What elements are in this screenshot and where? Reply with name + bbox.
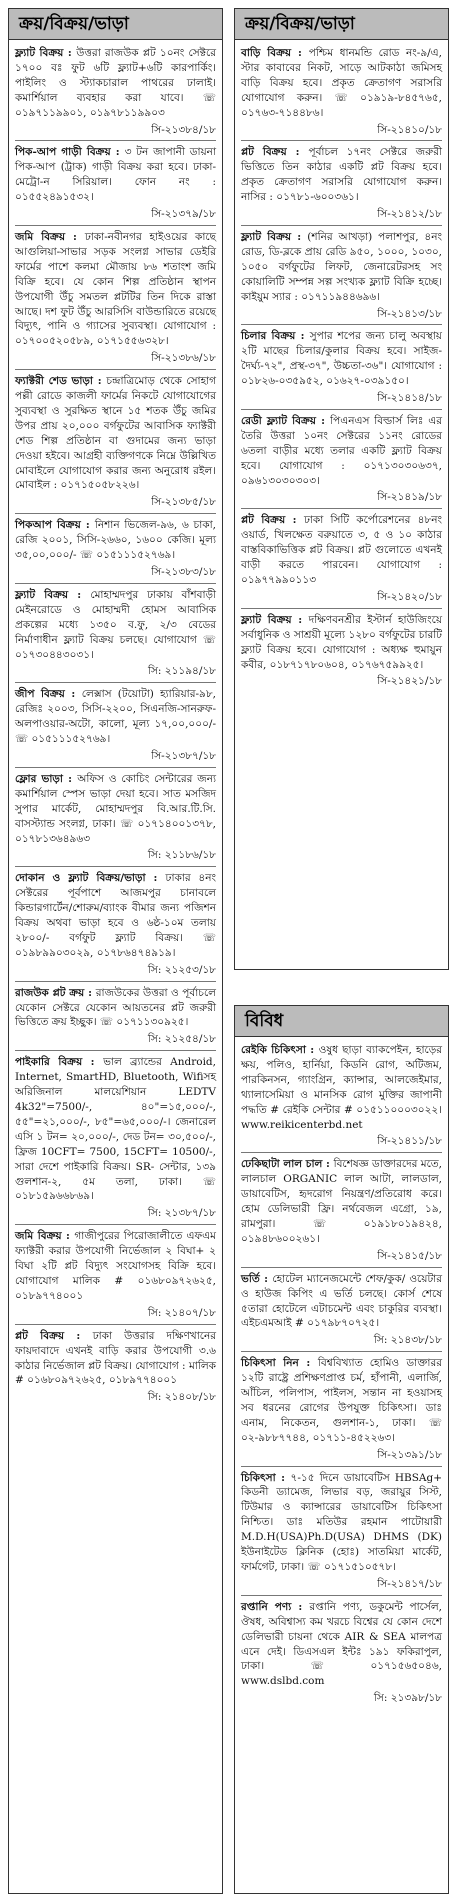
ad-body: গাজীপুরের পিরোজালীতে এফএম ফ্যাক্টরী করার উপযোগী নির্ভেজাল ২ বিঘা+ ২ বিঘা ২টি প্লট বিদ্যুৎ সংযোগসহ বিক্রি হবে। যোগাযোগ মালিক # ০১৬৮০৯৭২৬২৫, ০১৮৯৭৭৪০০১ — [15, 1230, 216, 1302]
ad-text — [15, 1229, 216, 1304]
ad-text — [15, 1055, 216, 1204]
ad-body: হোটেল ম্যানেজমেন্টে শেফ/কুক/ ওয়েটার ও হাউজ কিপিং এ ভর্তি চলছে। কোর্স শেষে ৫তারা হোটেলে এটাচমেন্ট এবং চাকুরির ব্যবস্থা। এইচএমআই # ০১৭৯৮৭০৭২৫। — [241, 1272, 442, 1330]
column-heading: বিবিধ — [235, 1006, 448, 1037]
classified-ad — [241, 1153, 442, 1267]
ad-reference-code: সি-২১৪২০/১৮ — [241, 588, 442, 609]
ad-body: পূর্বাচল ১৭নং সেক্টরে জরুরী ভিত্তিতে তিন কাঠার একটি প্লট বিক্রয় হবে। প্রকৃত ক্রেতাগণ সরাসরি যোগাযোগ করুন। নাসির : ০১৭৮১-৬০০৩৬১। — [241, 146, 443, 204]
ad-text — [15, 772, 216, 847]
ad-body: মোহাম্মদপুর ঢাকায় বাঁশবাড়ী মেইনরোডে ও মোহাম্মদী হোমস আবাসিক প্রকল্পের মধ্যে ১৩৫০ ব.ফু, ২/৩ বেডের নির্মাণাধীন ফ্ল্যাট বিক্রয় চলছে। যোগাযোগ ☏ ০১৭৩০৪৪৩০৩১। — [15, 588, 216, 661]
ad-title: ফ্ল্যাট বিক্রয় : — [241, 613, 303, 626]
column-miscellaneous — [234, 1005, 449, 1894]
ad-reference-code: সি-২১৩৮৩/১৮ — [15, 563, 216, 584]
ad-body: পশ্চিম ধানমন্ডি রোড নং-৯/এ, স্টার কাবাবের নিকট, সাড়ে আটকাঠা জমিসহ বাড়ি বিক্রয় হবে। প্রকৃত ক্রেতাগণ সরাসরি যোগাযোগ করুন। ☏ ০১৯১৯-৮৪৫৭৬৫, ০১৭৬৩-৭১৪৪৮৬। — [241, 47, 442, 119]
ad-title: প্লট বিক্রয় : — [241, 146, 300, 159]
ad-body: ৭-১৫ দিনে ডায়াবেটিস HBSAg+ কিডনী ড্যামেজ, লিভার বড়, জরায়ুর সিস্ট, টিউমার ও ক্যান্সারের ডায়াবেটিস চিকিৎসা নিশ্চিত। ডাঃ মতিউর রহমান পাটোয়ারী M.D.H(USA)Ph.D(USA) DHMS (DK) ইউনাইটেড ক্লিনিক (হোঃ) সাতমিয়া মার্কেট, ফার্মগেট, ঢাকা। ☏ ০১৭১৫১০৫৭৮। — [241, 1471, 442, 1573]
ad-reference-code: সি-২১৪১১/১৮ — [241, 1132, 442, 1153]
ad-list — [235, 1037, 448, 1709]
ad-body: ওষুধ ছাড়া ব্যাকপেইন, হাড়ের ক্ষয়, পলিও, হার্নিয়া, কিডনি রোগ, অটিজম, পারকিনসন, গ্যাংগ্রিন, ক্যান্সার, আলজেইমার, থ্যালাসেমিয়া ও মানসিক রোগ মুক্তির জাপানী পদ্ধতি # রেইকি সেন্টার # ০১৫১১০০০৩০২২। www.reikicenterbd.net — [241, 1044, 443, 1131]
ad-body: ঢাকা সিটি কর্পোরেশনের ৪৮নং ওয়ার্ড, খিলক্ষেত বরুয়াতে ৩, ৫ ও ১০ কাঠার বাস্তবিকাভিত্তিক প্লট বিক্রয়। প্লট গুলোতে এখনই বাড়ী করতে পারবেন। যোগাযোগ : ০১৯৭৭৯৯০১১৩ — [241, 514, 442, 586]
ad-title: চিকিৎসা : — [241, 1471, 285, 1484]
ad-reference-code: সি-২১৪১৩/১৮ — [241, 305, 442, 326]
ad-list — [235, 40, 448, 692]
ad-body: নিশান ভিজেল-৯৬, ৬ চাকা, রেজি ২০০১, সিসি-২৬৬০, ১৬০০ কেজি। মূল্য ৩৫,০০,০০০/- ☏ ০১৫১১১৫২৭৬৯। — [15, 519, 216, 562]
classified-ad — [15, 226, 216, 370]
ad-body: বিশ্ববিখ্যাত হোমিও ডাক্তারর ১২টি রাষ্ট্রে প্রশিক্ষণপ্রাপ্ত চর্ম, হাঁপানী, এলার্জি, আঁচিল, পলিপাস, পাইলস, সন্তান না হওয়াসহ সব ধরনের রোগের উপযুক্ত চিকিৎসা। ডাঃ এনাম, নিকেতন, গুলশান-১, ঢাকা। ☏ ০২-৯৮৮৭৭৪৪, ০১৭১১-৪৫২২৬৩। — [241, 1357, 442, 1444]
ad-text — [15, 588, 216, 663]
ad-list — [9, 40, 222, 1408]
ad-text — [241, 1600, 442, 1689]
ad-title: রপ্তানি পণ্য : — [241, 1600, 303, 1613]
ad-title: চিকিৎসা নিন : — [241, 1357, 311, 1370]
ad-title: জমি বিক্রয় : — [15, 1230, 70, 1243]
classified-ad — [15, 370, 216, 514]
classified-ad — [241, 1039, 442, 1153]
classified-ad — [241, 1596, 442, 1709]
ad-body: লেক্সাস (টয়োটা) হ্যারিয়ার-৯৮, রেজিঃ ২০০৩, সিসি-২২০০, সিএনজি-সানরুফ-অলপাওয়ার-অটো, কালো, মূল্য ১৭,০০,০০০/- ☏ ০১৫১১১৫২৭৬৯। — [15, 688, 216, 746]
column-heading: ক্রয়/বিক্রয়/ভাড়া — [9, 9, 222, 40]
ad-title: ঢেকিছাটা লাল চাল : — [241, 1158, 330, 1171]
classified-ad — [15, 141, 216, 226]
ad-reference-code: সি-২১৪১৯/১৮ — [241, 488, 442, 509]
ad-title: ফ্লোর ভাড়া : — [15, 772, 73, 785]
ad-text — [241, 145, 442, 205]
ad-reference-code: সি-২১৪১৫/১৮ — [241, 1247, 442, 1268]
column-buy-sell-rent-right — [234, 8, 449, 970]
ad-title: ফ্যাক্টরী শেড ভাড়া : — [15, 375, 102, 388]
ad-title: চিলার বিক্রয় : — [241, 330, 305, 343]
classified-ad — [241, 410, 442, 509]
ad-text — [241, 1272, 442, 1332]
classified-ad — [241, 1268, 442, 1353]
ad-reference-code: সি-২১৪১২/১৮ — [241, 205, 442, 226]
ad-title: বাড়ি বিক্রয় : — [241, 47, 302, 59]
classified-ad — [241, 1352, 442, 1466]
ad-text — [15, 871, 216, 960]
ad-body: সুপার শপের জন্য চালু অবস্থায় ২টি মাছের চিলার/কুলার বিক্রয় হবে। সাইজ-দৈর্ঘ্য-৭২", প্রস্থ-৩৭", উচ্চতা-৩৬"। যোগাযোগ : ০১৮২৬-০৩৫৯৫২, ০১৬২৭-০৩৯১৫০। — [241, 330, 442, 388]
ad-text — [15, 986, 216, 1031]
classified-ad — [15, 867, 216, 981]
classified-ad — [15, 768, 216, 867]
ad-reference-code: সি: ২১৩৮৭/১৮ — [15, 1204, 216, 1225]
ad-reference-code: সি-২১৩৮৭/১৮ — [15, 747, 216, 768]
ad-text — [241, 414, 442, 489]
ad-title: পিকআপ বিক্রয় : — [15, 519, 90, 532]
ad-body: বিশেষজ্ঞ ডাক্তারদের মতে, লালচাল ORGANIC লাল আটা, লালডাল, ডায়াবেটিস, হৃদরোগ নিয়ন্ত্রণ/প্রতিরোধ করে। হোম ডেলিভারী ফ্রি। নর্থবেজল এগ্রো, ১৯, রামপুরা। ☏ ০১৯১৮০১৯৪২৪, ০১৯৪৮৬০০২৬১। — [241, 1158, 442, 1245]
ad-title: রাজউক প্লট ক্রয় : — [15, 986, 92, 999]
ad-text — [241, 46, 442, 121]
ad-reference-code: সি-২১৩৯১/১৮ — [241, 1446, 442, 1467]
ad-title: পাইকারি বিক্রয় : — [15, 1056, 95, 1069]
classified-ad — [15, 584, 216, 683]
ad-title: রেইকি চিকিৎসা : — [241, 1044, 315, 1056]
ad-reference-code: সি-২১৪১৭/১৮ — [241, 1575, 442, 1596]
ad-text — [15, 518, 216, 563]
ad-text — [241, 613, 442, 673]
ad-text — [241, 329, 442, 389]
ad-reference-code: সি: ২১২৫৪/১৮ — [15, 1030, 216, 1051]
ad-reference-code: সি: ২১১৯৪/১৮ — [15, 662, 216, 683]
classified-ad — [241, 1467, 442, 1596]
classified-ad — [241, 509, 442, 608]
ad-text — [241, 1157, 442, 1246]
ad-body: ঢাকা উত্তরার দক্ষিণখানের ফায়দাবাদে এখনই বাড়ি করার উপযোগী ৩.৬ কাঠার নির্ভেজাল প্লট বিক্রয়। যোগাযোগ : মালিক # ০১৬৮০৯৭২৬২৫, ০১৮৯৭৭৪০০১ — [15, 1329, 217, 1387]
ad-text — [241, 513, 442, 588]
ad-text — [15, 374, 216, 493]
ad-text — [241, 1043, 442, 1132]
ad-text — [15, 145, 216, 205]
ad-title: ফ্ল্যাট বিক্রয় : — [15, 588, 82, 601]
classified-ad — [15, 42, 216, 141]
ad-title: ফ্ল্যাট বিক্রয় : — [241, 230, 302, 243]
classified-ad — [241, 609, 442, 693]
ad-reference-code: সি: ২১২৫৩/১৮ — [15, 961, 216, 982]
ad-reference-code: সি-২১৩৭৯/১৮ — [15, 205, 216, 226]
ad-body: অফিস ও কোচিং সেন্টারের জন্য কমার্শিয়াল স্পেস ভাড়া দেয়া হবে। সাত মসজিদ সুপার মার্কেট, মোহাম্মদপুর বি.আর.টি.সি. বাসস্ট্যান্ড সংলগ্ন, ঢাকা। ☏ ০১৭১৪০০১৩৭৮, ০১৭৮১৩৬৪৯৬৩ — [15, 772, 216, 845]
ad-text — [241, 230, 442, 305]
ad-title: রেডী ফ্ল্যাট বিক্রয় : — [241, 414, 325, 427]
ad-reference-code: সি: ২১৪০৭/১৮ — [15, 1304, 216, 1325]
ad-reference-code: সি: ২১৪৩৮/১৮ — [241, 1331, 442, 1352]
ad-reference-code: সি: ২১১৮৬/১৮ — [15, 846, 216, 867]
ad-body: ৩ টন জাপানী ডায়না পিক-আপ (ট্রাক) গাড়ী বিক্রয় করা হবে। ঢাকা-মেট্রো-ন সিরিয়াল। ফোন নং : ০১৫৫২৪৯১৫৩২। — [15, 146, 216, 204]
ad-title: ফ্ল্যাট বিক্রয় : — [15, 47, 72, 59]
ad-text — [241, 1471, 442, 1575]
ad-text — [15, 230, 216, 349]
ad-reference-code: সি-২১৩৮৬/১৮ — [15, 349, 216, 370]
classified-ad — [15, 1051, 216, 1225]
ad-reference-code: সি: ২১৩৯৮/১৮ — [373, 1692, 442, 1705]
ad-reference-code: সি-২১৪১০/১৮ — [241, 121, 442, 142]
ad-body: ঢাকার ৪নং সেক্টরের পূর্বপাশে আজমপুর চানাবলে কিন্ডারগার্টেন/শোরুম/ব্যাংক বীমার জন্য পজিশন বিক্রয় অথবা ভাড়া হবে ও ৬ষ্ঠ-১০ম তলায় ২৮০০/- বর্গফুট ফ্ল্যাট বিক্রয়। ☏ ০১৯৮৯৯০৩০২৯, ০১৭৮৬৪৭৪৯১৯। — [15, 872, 217, 959]
ad-text — [15, 46, 216, 121]
ad-title: পিক-আপ গাড়ী বিক্রয় : — [15, 146, 120, 159]
ad-text — [15, 1329, 216, 1389]
column-heading: ক্রয়/বিক্রয়/ভাড়া — [235, 9, 448, 40]
ad-body: চন্দ্রাত্রিমোড় থেকে সোহাগ পল্লী রোডে কাজলী ফার্মের নিকটে যোগাযোগের সুব্যবস্থা ও সুরক্ষিত স্থানে ১৫ শতক উঁচু জমির উপর প্রায় ২০,০০০ বর্গফুটের আবাসিক ফ্যাক্টরী শেড শিল্প প্রতিষ্ঠান বা গুদামের জন্য ভাড়া দেওয়া হইবে। আগ্রহী ব্যক্তিগণকে নিম্নে উল্লিখিত মোবাইলে যোগাযোগ করার জন্য অনুরোধ রইল। মোবাইল : ০১৭১৫০৫৮২২৬। — [15, 375, 217, 492]
classified-ad — [241, 226, 442, 325]
classified-ad — [241, 141, 442, 226]
ad-body: রপ্তানি পণ্য, ডকুমেন্ট পার্সেল, ঔষধ, অবিশ্বাস্য কম খরচে বিশ্বের যে কোন দেশে ডেলিভারী চায়না থেকে AIR & SEA মালপত্র এনে দেই। ডিএসএল ইন্টঃ ১৯১ ফকিরাপুল, ঢাকা। ☏ ০১৭১৫৬৫০৪৬, www.dslbd.com — [241, 1600, 442, 1688]
ad-title: ভর্তি : — [241, 1272, 268, 1285]
ad-text — [15, 687, 216, 747]
classified-ad — [15, 683, 216, 768]
ad-reference-code: সি-২১৪১৪/১৮ — [241, 389, 442, 410]
ad-reference-code: সি-২১৩৮৪/১৮ — [15, 121, 216, 142]
classified-ad — [15, 1325, 216, 1409]
column-buy-sell-rent-left — [8, 8, 223, 1894]
classified-ad — [15, 1225, 216, 1324]
ad-title: জীপ বিক্রয় : — [15, 688, 76, 701]
ad-title: জমি বিক্রয় : — [15, 230, 77, 243]
ad-body: (শনির আখড়া) পলাশপুর, ৪নং রোড, ডি-ব্লকে প্রায় রেডি ৯৫০, ১০০০, ১০৩০, ১০৫০ বর্গফুটের লিফট, জেনারেটরসহ সং কোয়ালিটি সম্পন্ন সল্প সংখ্যক ফ্ল্যাট বিক্রি হচ্ছে। কাইয়ুম স্যার : ০১৭১১৯৪৪৬৯৬। — [241, 230, 442, 303]
ad-body: ভাল ব্র্যান্ডের Android, Internet, SmartHD, Bluetooth, Wifiসহ অরিজিনাল মালয়েশিয়ান LEDTV 4k32"=7500/-, ৪০"=১৫,০০০/-, ৫৫"=২১,০০০/-, ৮৫"=৬৫,০০০/-। জেনারেল এসি ১ টন= ২০,০০০/-, দেড টন= ৩০,৫০০/-, ফ্রিজ 10CFT= 7500, 15CFT= 10500/-, সারা দেশে পাইকারি বিক্রয়। SR- সেন্টার, ১৩৯ গুলশান-২, ৫ম তলা, ঢাকা। ☏ ০১৮১৫৯৬৬৮৬৯। — [15, 1056, 216, 1203]
ad-title: প্লট বিক্রয় : — [241, 514, 297, 527]
ad-title: প্লট বিক্রয় : — [15, 1329, 81, 1342]
ad-text — [241, 1356, 442, 1445]
ad-body: পিএনএস বিল্ডার্স লিঃ এর তৈরি উত্তরা ১০নং সেক্টরের ১১নং রোডের ৬তলা বাড়ীর মধ্যে তলার একটি ফ্ল্যাট বিক্রয় হবে। যোগাযোগ : ০১৭১৩০৩০৬৩৭, ০৯৬১৩০৩০৩০৩। — [241, 414, 442, 487]
ad-reference-code: সি-২১৪২১/১৮ — [377, 675, 442, 688]
ad-reference-code: সি-২১৩৮৫/১৮ — [15, 493, 216, 514]
ad-title: দোকান ও ফ্ল্যাট বিক্রয়/ভাড়া : — [15, 872, 158, 885]
ad-reference-code: সি: ২১৪০৮/১৮ — [147, 1391, 216, 1404]
ad-body: উত্তরা রাজউক প্লট ১০নং সেক্টরে ১৭০০ বঃ ফুট ৬টি ফ্ল্যাট+৬টি কারপার্কিং। পাইলিং ও স্ট্যাকচারাল পাথরের ঢালাই। কমার্শিয়াল ব্যবহার করা যাবে। ☏ ০১৯৭১১৯৯০১, ০১৯৭৮১১৯৯০৩ — [15, 47, 216, 119]
classified-ad — [241, 325, 442, 410]
ad-body: দক্ষিণবনশ্রীর ইস্টার্ন হাউজিংয়ে সর্বাধুনিক ও সাশ্রয়ী মূল্যে ১২৮০ বর্গফুটের চারটি ফ্ল্যাট বিক্রয় হবে। যোগাযোগ : অধ্যক্ষ হুমায়ুন কবীর, ০১৮৭১৭৮০৬০৪, ০১৭৬৭৫৯৯২৫। — [241, 613, 443, 671]
ad-body: রাজউকের উত্তরা ও পূর্বাচলে যেকোন সেক্টরে যেকোন আয়তনের প্লট জরুরী ভিত্তিতে ক্রয় ইচ্ছুক। ☏ ০১৭১১৩০৯২৫। — [15, 986, 216, 1029]
classified-ad — [15, 982, 216, 1052]
classified-ad — [241, 42, 442, 141]
classified-ad — [15, 514, 216, 584]
ad-body: ঢাকা-নবীনগর হাইওয়ের কাছে আগুলিয়া-সাভার সড়ক সংলগ্ন সাভার ডেইরি ফার্মের পাশে কলমা মৌজায় ৮৬ শতাংশ জমি বিক্রি হবে। যে কোন শিল্প প্রতিষ্ঠান স্থাপন উপযোগী উঁচু সমতল প্লটটির তিন দিকে রাস্তা আছে। দশ ফুট উঁচু আরসিসি বাউন্ডারিতে রয়েছে বিদ্যুৎ, পানি ও গ্যাসের সুব্যবস্থা। যোগাযোগ : ০১৭০০৫২০৫৮৯, ০১৭১৫৫৬৩২৮। — [15, 230, 216, 348]
